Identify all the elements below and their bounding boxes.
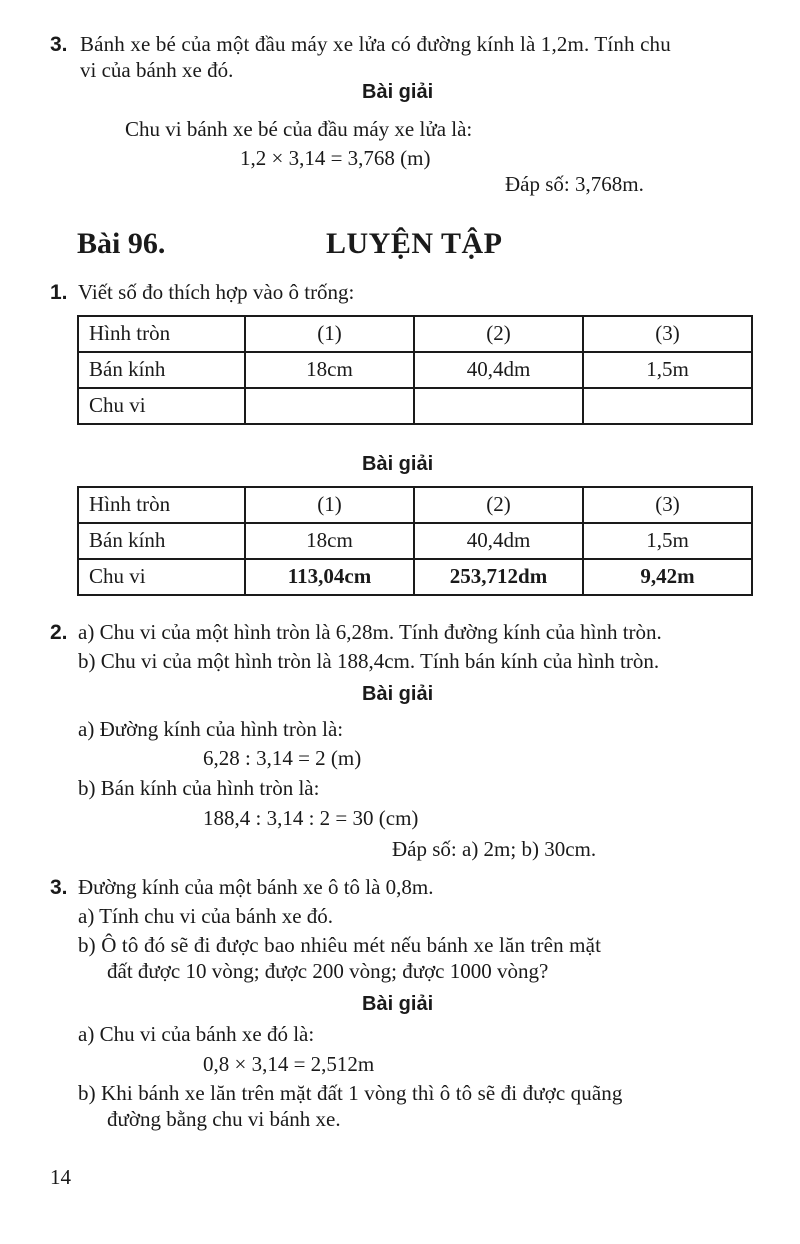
page-number: 14: [50, 1165, 71, 1189]
table-row: [78, 352, 752, 388]
table-cell: 40,4dm: [414, 352, 583, 388]
table-row: [78, 388, 752, 424]
lesson-number: Bài 96.: [77, 227, 166, 260]
table-row: [78, 559, 752, 595]
table-cell: Hình tròn: [78, 316, 245, 352]
table-cell: Bán kính: [78, 523, 245, 559]
solution-line: a) Đường kính của hình tròn là:: [78, 717, 344, 741]
exercise-number: 3.: [50, 33, 68, 56]
table-cell: (3): [583, 316, 752, 352]
exercise-text: b) Ô tô đó sẽ đi được bao nhiêu mét nếu bánh xe lăn trên mặt: [78, 933, 602, 957]
exercise-text: Bánh xe bé của một đầu máy xe lửa có đường kính là 1,2m. Tính chu: [80, 32, 671, 56]
calculation-line: 188,4 : 3,14 : 2 = 30 (cm): [203, 806, 419, 830]
table-cell: 1,5m: [583, 352, 752, 388]
table-cell: 40,4dm: [414, 523, 583, 559]
exercise-number: 1.: [50, 281, 68, 304]
exercise-text: Đường kính của một bánh xe ô tô là 0,8m.: [78, 875, 434, 899]
calculation-line: 6,28 : 3,14 = 2 (m): [203, 746, 362, 770]
answer-table: [77, 486, 753, 596]
table-row: [78, 523, 752, 559]
table-cell: 18cm: [245, 352, 414, 388]
table-cell: (2): [414, 316, 583, 352]
solution-heading: Bài giải: [362, 993, 434, 1015]
answer-line: Đáp số: 3,768m.: [505, 172, 644, 196]
exercise-text: b) Chu vi của một hình tròn là 188,4cm. Tính bán kính của hình tròn.: [78, 649, 660, 673]
solution-line: Chu vi bánh xe bé của đầu máy xe lửa là:: [125, 117, 473, 141]
solution-heading: Bài giải: [362, 683, 434, 705]
empty-cell: [414, 388, 583, 424]
solution-line: đường bằng chu vi bánh xe.: [107, 1107, 341, 1131]
answer-cell: 253,712dm: [414, 559, 583, 595]
solution-heading: Bài giải: [362, 453, 434, 475]
solution-heading: Bài giải: [362, 81, 434, 103]
table-cell: Chu vi: [78, 388, 245, 424]
answer-cell: 113,04cm: [245, 559, 414, 595]
table-cell: (1): [245, 316, 414, 352]
lesson-title: LUYỆN TẬP: [326, 227, 503, 260]
exercise-number: 2.: [50, 621, 68, 644]
calculation-line: 0,8 × 3,14 = 2,512m: [203, 1052, 375, 1076]
table-cell: (2): [414, 487, 583, 523]
exercise-number: 3.: [50, 876, 68, 899]
table-cell: Chu vi: [78, 559, 245, 595]
table-cell: Bán kính: [78, 352, 245, 388]
solution-line: b) Bán kính của hình tròn là:: [78, 776, 320, 800]
table-cell: 18cm: [245, 523, 414, 559]
table-row: [78, 487, 752, 523]
exercise-text: a) Tính chu vi của bánh xe đó.: [78, 904, 334, 928]
empty-cell: [245, 388, 414, 424]
table-cell: (1): [245, 487, 414, 523]
solution-line: a) Chu vi của bánh xe đó là:: [78, 1022, 315, 1046]
table-cell: 1,5m: [583, 523, 752, 559]
exercise-text: Viết số đo thích hợp vào ô trống:: [78, 280, 355, 304]
exercise-text: đất được 10 vòng; được 200 vòng; được 1000 vòng?: [107, 959, 549, 983]
solution-line: b) Khi bánh xe lăn trên mặt đất 1 vòng thì ô tô sẽ đi được quãng: [78, 1081, 623, 1105]
calculation-line: 1,2 × 3,14 = 3,768 (m): [240, 146, 431, 170]
exercise-text: vi của bánh xe đó.: [80, 58, 234, 82]
table-cell: (3): [583, 487, 752, 523]
empty-cell: [583, 388, 752, 424]
table-cell: Hình tròn: [78, 487, 245, 523]
table-row: [78, 316, 752, 352]
answer-cell: 9,42m: [583, 559, 752, 595]
question-table: [77, 315, 753, 425]
answer-line: Đáp số: a) 2m; b) 30cm.: [392, 837, 597, 861]
exercise-text: a) Chu vi của một hình tròn là 6,28m. Tính đường kính của hình tròn.: [78, 620, 662, 644]
